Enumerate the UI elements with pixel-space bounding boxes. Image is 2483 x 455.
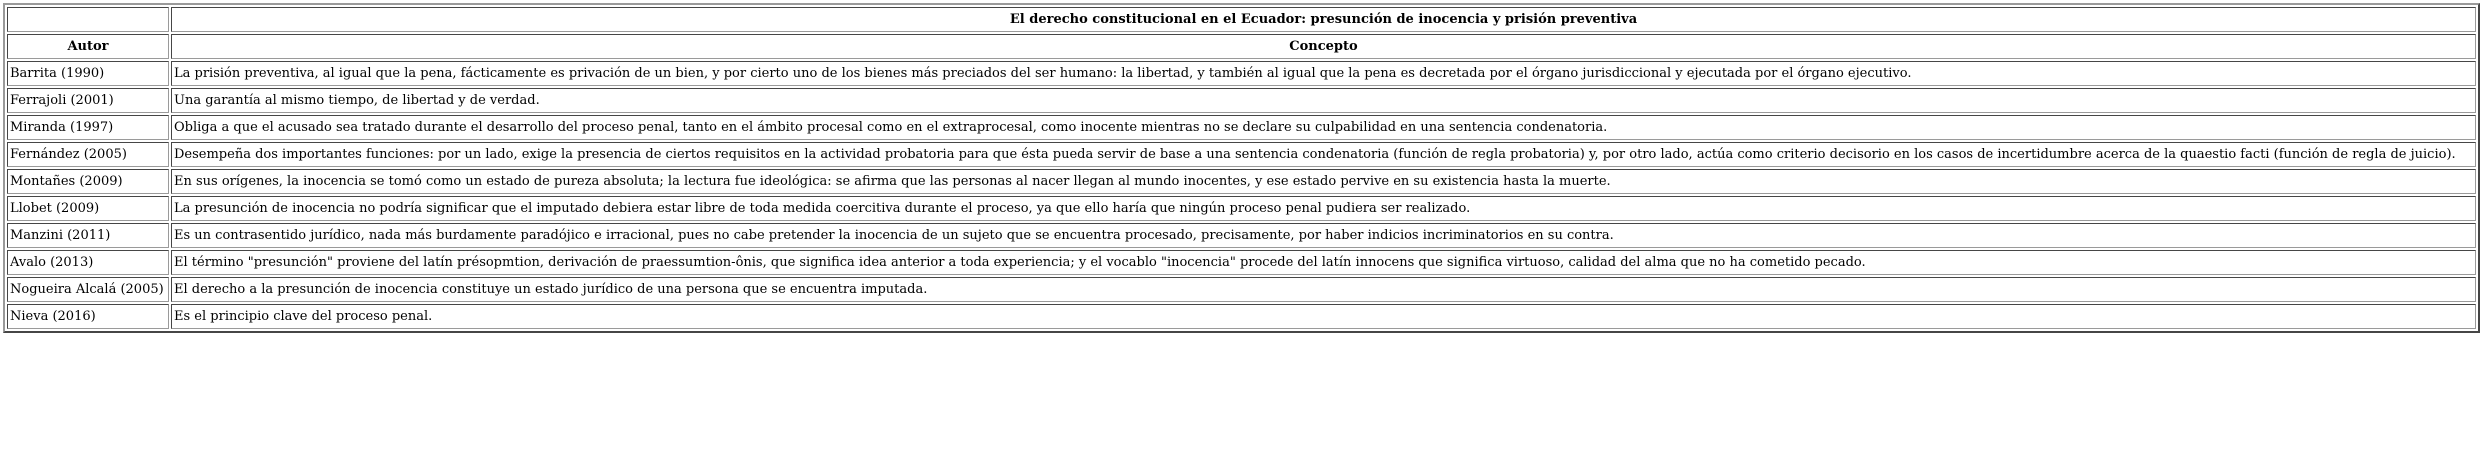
table-title: El derecho constitucional en el Ecuador: presunción de inocencia y prisión preventiva: [171, 7, 2476, 32]
autor-cell: Ferrajoli (2001): [7, 88, 169, 113]
concepto-cell: En sus orígenes, la inocencia se tomó como un estado de pureza absoluta; la lectura fue ideológica: se afirma que las personas al nacer llegan al mundo inocentes, y ese estado pervive en su existencia hasta la muerte.: [171, 169, 2476, 194]
autor-cell: Avalo (2013): [7, 250, 169, 275]
concepto-cell: Obliga a que el acusado sea tratado durante el desarrollo del proceso penal, tanto en el ámbito procesal como en el extraprocesal, como inocente mientras no se declare su culpabilidad en una sentencia condenatoria.: [171, 115, 2476, 140]
autor-cell: Miranda (1997): [7, 115, 169, 140]
column-header-autor: Autor: [7, 34, 169, 59]
table-container: [3, 3, 2480, 333]
concepto-cell: Es el principio clave del proceso penal.: [171, 304, 2476, 329]
autor-cell: Nogueira Alcalá (2005): [7, 277, 169, 302]
concept-table: [3, 3, 2480, 333]
concepto-cell: El derecho a la presunción de inocencia constituye un estado jurídico de una persona que se encuentra imputada.: [171, 277, 2476, 302]
concepto-cell: Una garantía al mismo tiempo, de libertad y de verdad.: [171, 88, 2476, 113]
concepto-cell: Desempeña dos importantes funciones: por un lado, exige la presencia de ciertos requisitos en la actividad probatoria para que ésta pueda servir de base a una sentencia condenatoria (función de regla probatoria) y, por otro lado, actúa como criterio decisorio en los casos de incertidumbre acerca de la quaestio facti (función de regla de juicio).: [171, 142, 2476, 167]
concepto-cell: La prisión preventiva, al igual que la pena, fácticamente es privación de un bien, y por cierto uno de los bienes más preciados del ser humano: la libertad, y también al igual que la pena es decretada por el órgano jurisdiccional y ejecutada por el órgano ejecutivo.: [171, 61, 2476, 86]
column-header-concepto: Concepto: [171, 34, 2476, 59]
autor-cell: Barrita (1990): [7, 61, 169, 86]
autor-cell: Fernández (2005): [7, 142, 169, 167]
table-row: [7, 88, 2476, 113]
autor-cell: Montañes (2009): [7, 169, 169, 194]
table-row: [7, 196, 2476, 221]
title-row: [7, 7, 2476, 32]
table-row: [7, 250, 2476, 275]
table-row: [7, 61, 2476, 86]
autor-cell: Llobet (2009): [7, 196, 169, 221]
table-row: [7, 142, 2476, 167]
empty-corner-cell: [7, 7, 169, 32]
header-row: [7, 34, 2476, 59]
concepto-cell: La presunción de inocencia no podría significar que el imputado debiera estar libre de toda medida coercitiva durante el proceso, ya que ello haría que ningún proceso penal pudiera ser realizado.: [171, 196, 2476, 221]
autor-cell: Nieva (2016): [7, 304, 169, 329]
table-row: [7, 277, 2476, 302]
table-row: [7, 304, 2476, 329]
concepto-cell: El término "presunción" proviene del latín présopmtion, derivación de praessumtion-ônis, que significa idea anterior a toda experiencia; y el vocablo "inocencia" procede del latín innocens que significa virtuoso, calidad del alma que no ha cometido pecado.: [171, 250, 2476, 275]
concepto-cell: Es un contrasentido jurídico, nada más burdamente paradójico e irracional, pues no cabe pretender la inocencia de un sujeto que se encuentra procesado, precisamente, por haber indicios incriminatorios en su contra.: [171, 223, 2476, 248]
autor-cell: Manzini (2011): [7, 223, 169, 248]
table-body: [7, 7, 2476, 329]
table-row: [7, 169, 2476, 194]
table-row: [7, 223, 2476, 248]
table-row: [7, 115, 2476, 140]
